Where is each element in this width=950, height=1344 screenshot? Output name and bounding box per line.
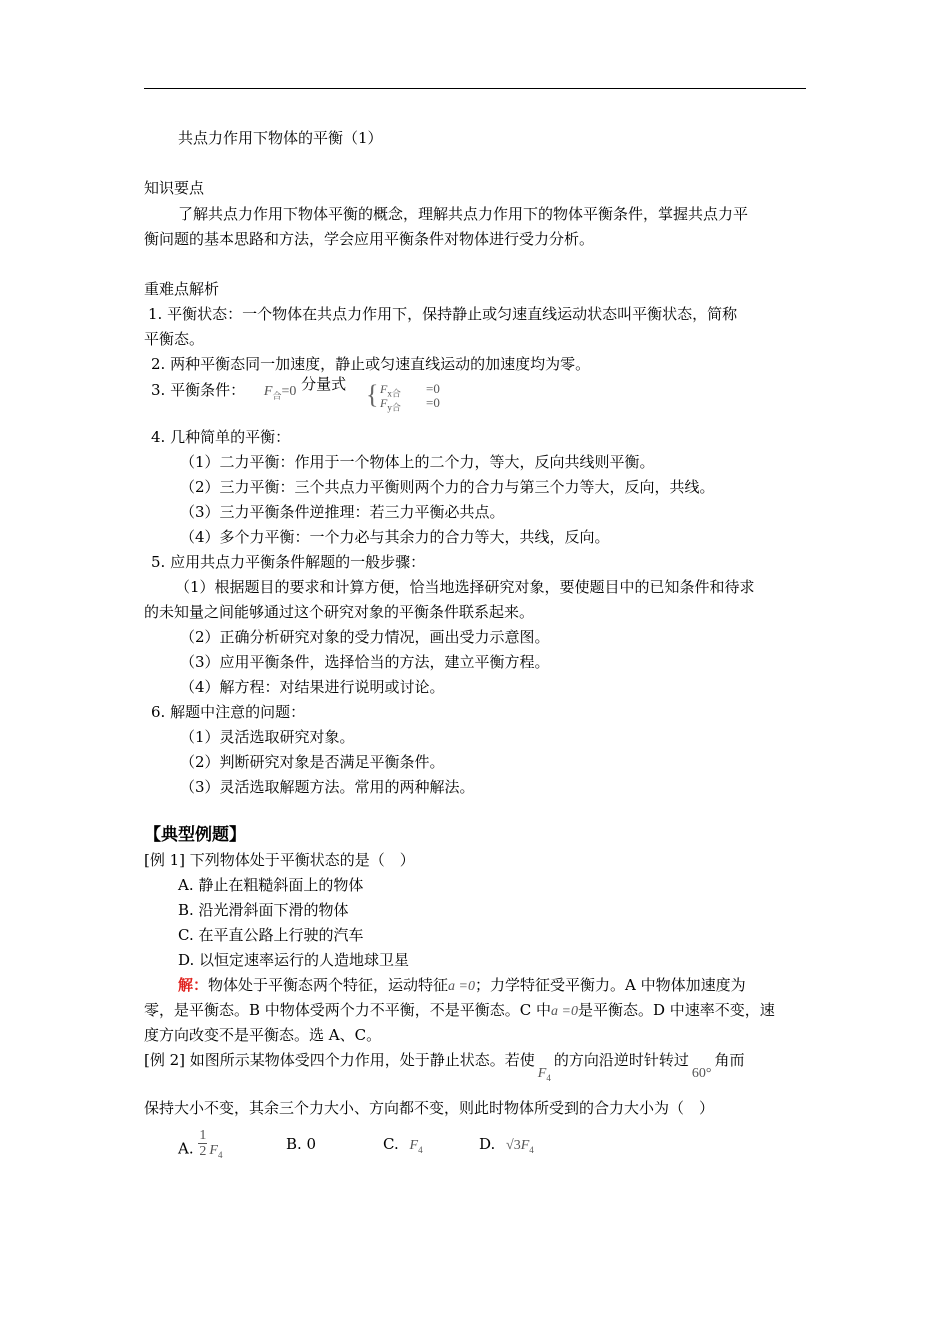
example-1-option-c: C. 在平直公路上行驶的汽车 xyxy=(178,926,364,944)
example-1-option-a: A. 静止在粗糙斜面上的物体 xyxy=(178,876,364,894)
example-2-option-a: A. $\frac{1}{2}$ $F_4$ xyxy=(178,1128,223,1160)
example-1-option-d: D. 以恒定速率运行的人造地球卫星 xyxy=(178,951,410,969)
solution-label: 解： xyxy=(178,976,209,994)
difficulty-heading: 重难点解析 xyxy=(144,280,220,298)
component-equation-system xyxy=(366,382,466,412)
fx-equation: $F_{x合}$ xyxy=(380,382,401,399)
point-5-1-line2: 的未知量之间能够通过这个研究对象的平衡条件联系起来。 xyxy=(144,603,535,621)
solution-text-1b: ；力学特征受平衡力。A 中物体加速度为 xyxy=(474,976,746,994)
fx-equals-zero: =0 xyxy=(426,381,440,396)
example-2-text-b: 的方向沿逆时针转过 xyxy=(553,1051,689,1069)
point-5-1-line1: （1）根据题目的要求和计算方便，恰当地选择研究对象，要使题目中的已知条件和待求 xyxy=(175,578,755,596)
example-2-text-c: 角而 xyxy=(714,1051,745,1069)
point-5: 5. 应用共点力平衡条件解题的一般步骤： xyxy=(151,553,426,571)
solution-line3: 度方向改变不是平衡态。选 A、C。 xyxy=(144,1026,382,1044)
solution-text-2a: 零，是平衡态。B 中物体受两个力不平衡，不是平衡态。C 中 xyxy=(144,1001,552,1019)
point-6-1: （1）灵活选取研究对象。 xyxy=(180,728,355,746)
example-2-option-d: D. $√3F_4$ xyxy=(479,1135,534,1155)
knowledge-paragraph-line2: 衡问题的基本思路和方法，学会应用平衡条件对物体进行受力分析。 xyxy=(144,230,595,248)
solution-text-2b: 是平衡态。D 中速率不变，速 xyxy=(578,1001,775,1019)
knowledge-paragraph-line1: 了解共点力作用下物体平衡的概念，理解共点力作用下的物体平衡条件，掌握共点力平 xyxy=(178,205,749,223)
point-4-3: （3）三力平衡条件逆推理：若三力平衡必共点。 xyxy=(180,503,505,521)
acceleration-zero-formula-2: a =0 xyxy=(551,1004,578,1019)
example-2-line2: 保持大小不变，其余三个力大小、方向都不变，则此时物体所受到的合力大小为（ ） xyxy=(144,1099,715,1117)
net-force-formula: $F_合=0$ xyxy=(263,384,297,401)
knowledge-heading: 知识要点 xyxy=(144,179,205,197)
fy-equation: $F_{y合}$ xyxy=(380,396,401,413)
point-5-3: （3）应用平衡条件，选择恰当的方法，建立平衡方程。 xyxy=(180,653,550,671)
force-f4: $F_4$ xyxy=(537,1066,551,1083)
example-1-question: [例 1] 下列物体处于平衡状态的是（ ） xyxy=(144,851,415,869)
example-2-text-a: [例 2] 如图所示某物体受四个力作用，处于静止状态。若使 xyxy=(144,1051,535,1069)
point-2: 2. 两种平衡态同一加速度，静止或匀速直线运动的加速度均为零。 xyxy=(151,355,591,373)
solution-line2 xyxy=(144,1000,775,1022)
point-3 xyxy=(151,375,347,406)
example-2-option-b: B. 0 xyxy=(286,1135,317,1153)
rotation-angle: 60° xyxy=(691,1066,712,1081)
acceleration-zero-formula: a =0 xyxy=(448,979,475,994)
fy-equals-zero: =0 xyxy=(426,395,440,410)
example-1-option-b: B. 沿光滑斜面下滑的物体 xyxy=(178,901,349,919)
point-4-4: （4）多个力平衡：一个力必与其余力的合力等大，共线，反向。 xyxy=(180,528,610,546)
examples-heading: 【典型例题】 xyxy=(144,825,246,845)
point-6: 6. 解题中注意的问题： xyxy=(151,703,306,721)
point-4-1: （1）二力平衡：作用于一个物体上的二个力，等大，反向共线则平衡。 xyxy=(180,453,655,471)
sqrt-three: √3 xyxy=(506,1138,521,1153)
point-4-2: （2）三力平衡：三个共点力平衡则两个力的合力与第三个力等大，反向，共线。 xyxy=(180,478,715,496)
point-1-line2: 平衡态。 xyxy=(144,330,205,348)
point-6-3: （3）灵活选取解题方法。常用的两种解法。 xyxy=(180,778,475,796)
header-rule xyxy=(144,88,806,89)
point-6-2: （2）判断研究对象是否满足平衡条件。 xyxy=(180,753,445,771)
point-3-label: 3. 平衡条件： xyxy=(151,381,246,399)
system-brace: { xyxy=(366,380,379,409)
point-1-line1: 1. 平衡状态：一个物体在共点力作用下，保持静止或匀速直线运动状态叫平衡状态，简称 xyxy=(148,305,738,323)
point-5-4: （4）解方程：对结果进行说明或讨论。 xyxy=(180,678,445,696)
fraction-one-half: $\frac{1}{2}$ xyxy=(199,1128,207,1159)
example-2-option-c: C. $F_4$ xyxy=(383,1135,423,1155)
example-2-line1 xyxy=(144,1050,745,1083)
solution-line1 xyxy=(178,975,746,997)
doc-title: 共点力作用下物体的平衡（1） xyxy=(178,129,383,147)
point-4: 4. 几种简单的平衡： xyxy=(151,428,291,446)
component-form-label: 分量式 xyxy=(301,375,347,393)
solution-text-1a: 物体处于平衡态两个特征，运动特征 xyxy=(208,976,449,994)
point-5-2: （2）正确分析研究对象的受力情况，画出受力示意图。 xyxy=(180,628,550,646)
